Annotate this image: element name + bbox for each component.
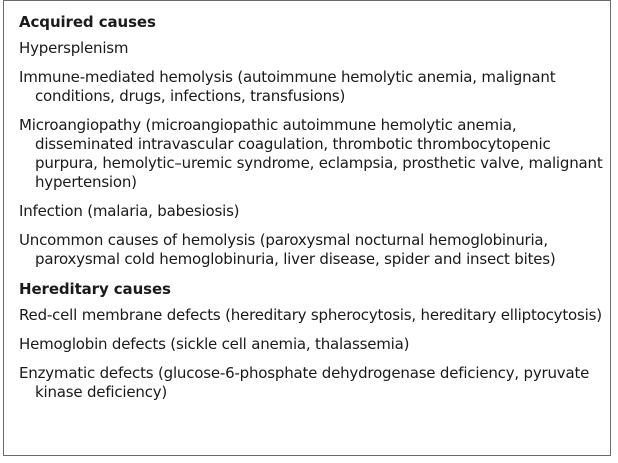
list-item: Red-cell membrane defects (hereditary spherocytosis, hereditary elliptocytosis) — [19, 306, 602, 324]
list-item: Infection (malaria, babesiosis) — [19, 202, 240, 220]
list-item: Microangiopathy (microangiopathic autoimmune hemolytic anemia, disseminated intravascular coagulation, thrombotic thrombocytopenic purpura, hemolytic–uremic syndrome, eclampsia, prosthetic valve, malignant hypertension) — [19, 116, 603, 191]
causes-list — [19, 12, 609, 412]
section-heading: Acquired causes — [19, 13, 156, 31]
list-item: Immune-mediated hemolysis (autoimmune hemolytic anemia, malignant conditions, drugs, infections, transfusions) — [19, 68, 556, 105]
list-item: Hemoglobin defects (sickle cell anemia, thalassemia) — [19, 335, 410, 353]
section-hereditary-causes — [19, 279, 609, 402]
section-acquired-causes — [19, 12, 609, 269]
list-item: Enzymatic defects (glucose-6-phosphate dehydrogenase deficiency, pyruvate kinase deficiency) — [19, 364, 590, 401]
list-item: Hypersplenism — [19, 39, 129, 57]
list-item: Uncommon causes of hemolysis (paroxysmal nocturnal hemoglobinuria, paroxysmal cold hemoglobinuria, liver disease, spider and insect bites) — [19, 231, 556, 268]
section-heading: Hereditary causes — [19, 280, 171, 298]
